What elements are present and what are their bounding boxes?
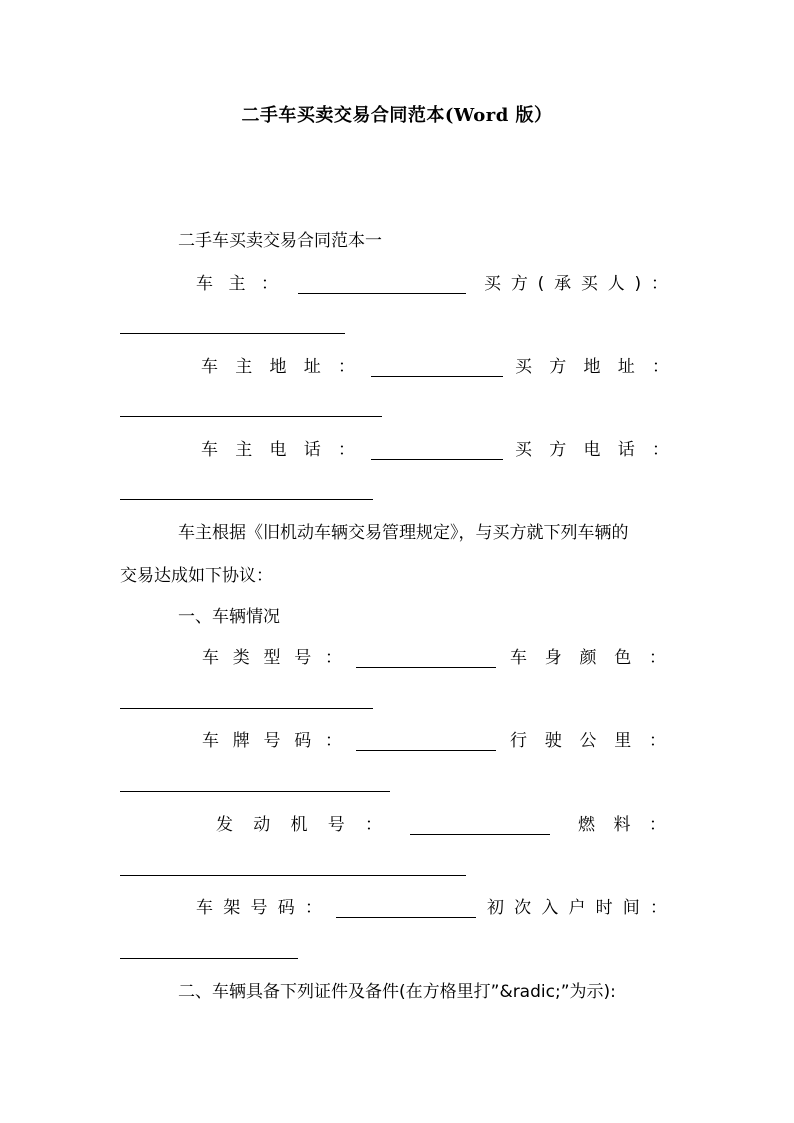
owner-address-blank[interactable] <box>371 376 503 377</box>
engine-label: 发 动 机 号 ： <box>216 815 382 835</box>
owner-label: 车 主 ： <box>196 274 278 294</box>
plate-blank[interactable] <box>356 750 496 751</box>
intro-line-2: 交易达成如下协议： <box>120 566 273 586</box>
fuel-blank[interactable] <box>120 875 466 876</box>
buyer-blank[interactable] <box>120 333 345 334</box>
owner-blank[interactable] <box>298 293 466 294</box>
buyer-label: 买 方 ( 承 买 人 ) ： <box>484 274 668 294</box>
model-color-row <box>0 646 794 670</box>
engine-blank[interactable] <box>410 834 550 835</box>
engine-fuel-row <box>0 813 794 837</box>
owner-phone-label: 车 主 电 话 ： <box>201 440 355 460</box>
frame-reg-row <box>0 896 794 920</box>
color-blank[interactable] <box>120 708 373 709</box>
mileage-label: 行 驶 公 里 ： <box>510 731 666 751</box>
document-title: 二手车买卖交易合同范本(Word 版） <box>241 105 553 126</box>
mileage-blank[interactable] <box>120 791 390 792</box>
phone-row <box>0 438 794 462</box>
plate-mileage-row <box>0 729 794 753</box>
address-row <box>0 355 794 379</box>
fuel-label: 燃 料 ： <box>578 815 666 835</box>
model-blank[interactable] <box>356 667 496 668</box>
buyer-address-blank[interactable] <box>120 416 382 417</box>
section-1-heading: 一、车辆情况 <box>178 607 280 627</box>
buyer-phone-label: 买 方 电 话 ： <box>515 440 669 460</box>
frame-label: 车 架 号 码 ： <box>196 898 322 918</box>
intro-line-1: 车主根据《旧机动车辆交易管理规定》，与买方就下列车辆的 <box>178 523 629 543</box>
owner-address-label: 车 主 地 址 ： <box>201 357 355 377</box>
first-reg-label: 初 次 入 户 时 间 ： <box>487 898 667 918</box>
model-label: 车 类 型 号 ： <box>202 648 342 668</box>
section-2-heading: 二、车辆具备下列证件及备件(在方格里打”&radic;”为示): <box>178 982 616 1002</box>
color-label: 车 身 颜 色 ： <box>510 648 666 668</box>
subtitle: 二手车买卖交易合同范本一 <box>178 231 382 251</box>
first-reg-blank[interactable] <box>120 958 298 959</box>
buyer-phone-blank[interactable] <box>120 499 373 500</box>
plate-label: 车 牌 号 码 ： <box>202 731 342 751</box>
buyer-address-label: 买 方 地 址 ： <box>515 357 669 377</box>
frame-blank[interactable] <box>336 917 476 918</box>
owner-buyer-row <box>0 272 794 296</box>
owner-phone-blank[interactable] <box>371 459 503 460</box>
